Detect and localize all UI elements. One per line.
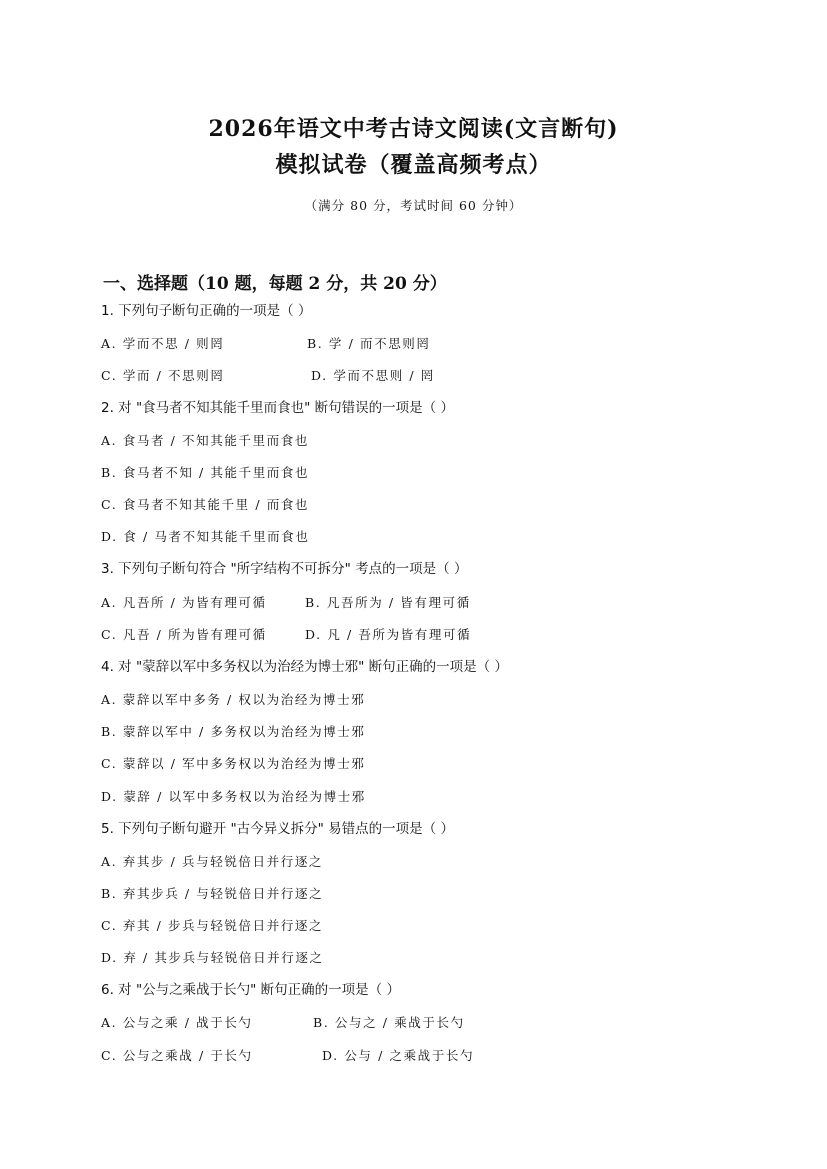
option-b: B. 蒙辞以军中 / 多务权以为治经为博士邪 [101,724,366,739]
option-a: A. 公与之乘 / 战于长勺 [101,1015,253,1030]
question-stem: 6. 对 "公与之乘战于长勺" 断句正确的一项是（ ） [101,982,400,998]
option-d: D. 食 / 马者不知其能千里而食也 [101,529,310,544]
option-d: D. 蒙辞 / 以军中多务权以为治经为博士邪 [101,789,366,804]
question-stem: 4. 对 "蒙辞以军中多务权以为治经为博士邪" 断句正确的一项是（ ） [101,659,508,675]
option-b: B. 食马者不知 / 其能千里而食也 [101,465,310,480]
question-stem: 5. 下列句子断句避开 "古今异义拆分" 易错点的一项是（ ） [101,821,454,837]
option-b: B. 公与之 / 乘战于长勺 [313,1015,465,1030]
option-a: A. 学而不思 / 则罔 [101,336,225,351]
question-stem: 2. 对 "食马者不知其能千里而食也" 断句错误的一项是（ ） [101,400,454,416]
option-b: B. 弃其步兵 / 与轻锐倍日并行逐之 [101,886,324,901]
option-a: A. 弃其步 / 兵与轻锐倍日并行逐之 [101,854,324,869]
option-d: D. 公与 / 之乘战于长勺 [322,1048,475,1063]
section-heading: 一、选择题（10 题，每题 2 分，共 20 分） [103,274,447,294]
option-a: A. 食马者 / 不知其能千里而食也 [101,433,309,448]
option-a: A. 蒙辞以军中多务 / 权以为治经为博士邪 [101,692,366,707]
option-c: C. 学而 / 不思则罔 [101,368,225,383]
option-c: C. 公与之乘战 / 于长勺 [101,1048,253,1063]
option-b: B. 学 / 而不思则罔 [307,336,431,351]
title-line-2: 模拟试卷（覆盖高频考点） [275,152,552,178]
option-c: C. 食马者不知其能千里 / 而食也 [101,497,310,512]
option-d: D. 凡 / 吾所为皆有理可循 [305,627,472,642]
option-c: C. 弃其 / 步兵与轻锐倍日并行逐之 [101,918,324,933]
option-d: D. 学而不思则 / 罔 [311,368,435,383]
exam-note: （满分 80 分，考试时间 60 分钟） [304,198,523,213]
option-b: B. 凡吾所为 / 皆有理可循 [305,595,471,610]
question-stem: 1. 下列句子断句正确的一项是（ ） [101,303,312,319]
option-a: A. 凡吾所 / 为皆有理可循 [101,595,267,610]
title-line-1: 2026年语文中考古诗文阅读(文言断句) [208,116,619,142]
option-d: D. 弃 / 其步兵与轻锐倍日并行逐之 [101,950,324,965]
option-c: C. 蒙辞以 / 军中多务权以为治经为博士邪 [101,756,366,771]
question-stem: 3. 下列句子断句符合 "所字结构不可拆分" 考点的一项是（ ） [101,561,468,577]
option-c: C. 凡吾 / 所为皆有理可循 [101,627,267,642]
